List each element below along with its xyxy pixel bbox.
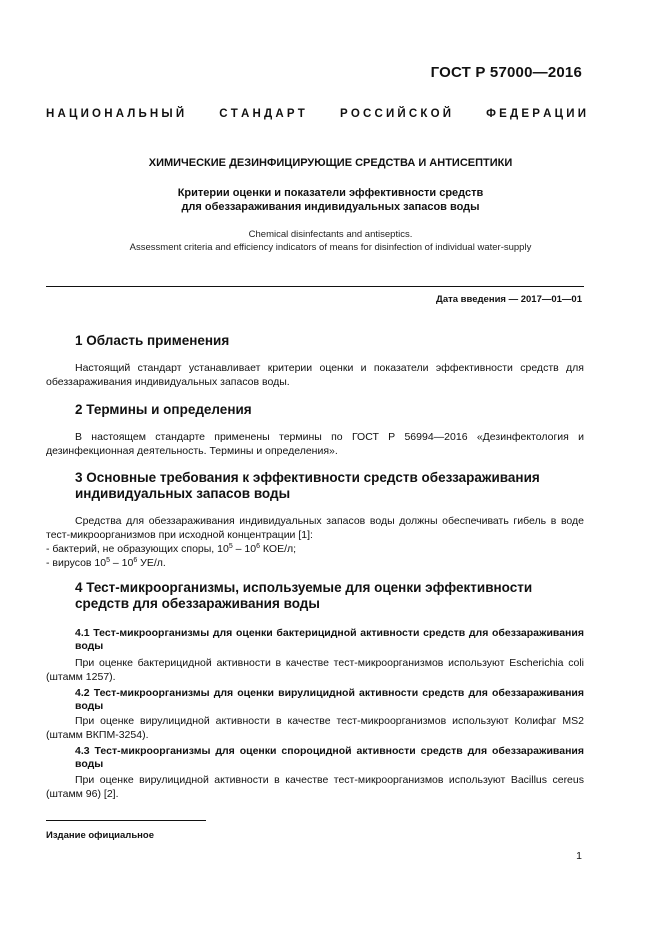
english-title-line-1: Chemical disinfectants and antiseptics. (248, 229, 413, 240)
section-1-heading: 1 Область применения (75, 333, 230, 348)
section-3-heading: 3 Основные требования к эффективности средств обеззараживания индивидуальных запасов воды (75, 470, 540, 501)
subsection-4-3-text: При оценке вирулицидной активности в качестве тест-микроорганизмов используют Bacillus cereus (штамм 96) [2]. (46, 774, 584, 800)
subsection-4-2-heading: 4.2 Тест-микроорганизмы для оценки вирулицидной активности средств для обеззараживания воды (75, 687, 584, 712)
subtitle-line-2: для обеззараживания индивидуальных запасов воды (181, 201, 480, 213)
page-number: 1 (576, 850, 582, 862)
document-number: ГОСТ Р 57000—2016 (430, 64, 582, 81)
section-3-text: Средства для обеззараживания индивидуальных запасов воды должны обеспечивать гибель в воде тест-микроорганизмов при исходной концентрации [1]: (46, 515, 584, 541)
subsection-4-2-text: При оценке вирулицидной активности в качестве тест-микроорганизмов используют Колифаг MS2 (штамм ВКПМ-3254). (46, 715, 584, 741)
standard-name (46, 108, 586, 120)
section-4-heading: 4 Тест-микроорганизмы, используемые для оценки эффективности средств для обеззараживания воды (75, 580, 533, 611)
english-title-line-2: Assessment criteria and efficiency indicators of means for disinfection of individual water-supply (129, 242, 532, 253)
standard-word-4: Ф Е Д Е Р А Ц И И (486, 108, 586, 120)
subsection-4-3-heading: 4.3 Тест-микроорганизмы для оценки спороцидной активности средств для обеззараживания воды (75, 745, 584, 770)
document-subtitle (0, 186, 661, 214)
header-divider (46, 286, 584, 287)
document-title: ХИМИЧЕСКИЕ ДЕЗИНФИЦИРУЮЩИЕ СРЕДСТВА И АНТИСЕПТИКИ (148, 157, 513, 169)
official-edition-label: Издание официальное (46, 830, 154, 841)
subsection-4-1-heading: 4.1 Тест-микроорганизмы для оценки бактерицидной активности средств для обеззараживания воды (75, 627, 584, 652)
footer-divider (46, 820, 206, 821)
section-2-heading: 2 Термины и определения (75, 402, 252, 417)
standard-word-2: С Т А Н Д А Р Т (219, 108, 305, 120)
english-title (0, 228, 661, 254)
section-2-text: В настоящем стандарте применены термины по ГОСТ Р 56994—2016 «Дезинфектология и дезинфекционная деятельность. Термины и определения». (46, 431, 584, 457)
section-1-text: Настоящий стандарт устанавливает критерии оценки и показатели эффективности средств для обеззараживания индивидуальных запасов воды. (46, 362, 584, 388)
introduction-date: Дата введения — 2017—01—01 (436, 294, 582, 305)
list-item-bacteria: - бактерий, не образующих споры, $10^5 - 10^6$ КОЕ/л; (46, 543, 297, 555)
list-item-viruses: - вирусов $10^5 - 10^6$ УЕ/л. (46, 557, 166, 569)
standard-word-1: Н А Ц И О Н А Л Ь Н Ы Й (46, 108, 185, 120)
subtitle-line-1: Критерии оценки и показатели эффективности средств (177, 187, 484, 199)
subsection-4-1-text: При оценке бактерицидной активности в качестве тест-микроорганизмов используют Escherichia coli (штамм 1257). (46, 657, 584, 683)
standard-word-3: Р О С С И Й С К О Й (339, 108, 451, 120)
